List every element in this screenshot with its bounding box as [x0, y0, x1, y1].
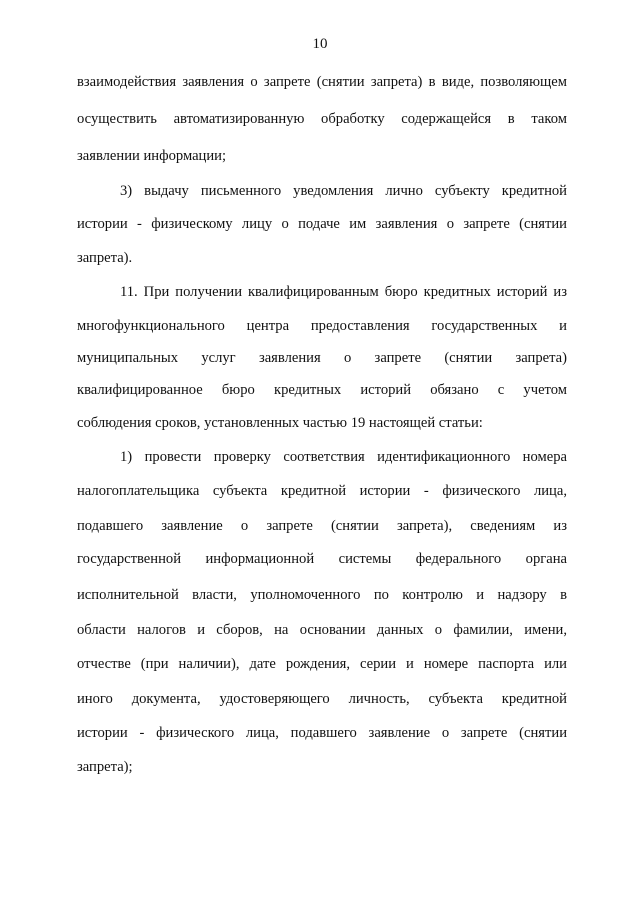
text-line: 3) выдачу письменного уведомления лично субъекту кредитной — [120, 183, 567, 199]
text-line: области налогов и сборов, на основании данных о фамилии, имени, — [77, 622, 567, 638]
text-line: иного документа, удостоверяющего личность, субъекта кредитной — [77, 691, 567, 707]
text-line: запрета); — [77, 759, 133, 775]
text-line: квалифицированное бюро кредитных историй обязано с учетом — [77, 382, 567, 398]
text-line: исполнительной власти, уполномоченного по контролю и надзору в — [77, 587, 567, 603]
text-line: 1) провести проверку соответствия идентификационного номера — [120, 449, 567, 465]
text-line: соблюдения сроков, установленных частью 19 настоящей статьи: — [77, 415, 483, 431]
text-line: истории - физического лица, подавшего заявление о запрете (снятии — [77, 725, 567, 741]
page-number: 10 — [312, 36, 328, 52]
text-line: многофункционального центра предоставления государственных и — [77, 318, 567, 334]
text-line: муниципальных услуг заявления о запрете (снятии запрета) — [77, 350, 567, 366]
text-line: осуществить автоматизированную обработку содержащейся в таком — [77, 111, 567, 127]
text-line: 11. При получении квалифицированным бюро кредитных историй из — [120, 284, 567, 300]
text-line: истории - физическому лицу о подаче им заявления о запрете (снятии — [77, 216, 567, 232]
text-line: заявлении информации; — [77, 148, 227, 164]
text-line: подавшего заявление о запрете (снятии запрета), сведениям из — [77, 518, 567, 534]
text-line: отчестве (при наличии), дате рождения, серии и номере паспорта или — [77, 656, 567, 672]
text-line: запрета). — [77, 250, 133, 266]
text-line: налогоплательщика субъекта кредитной истории - физического лица, — [77, 483, 567, 499]
text-line: государственной информационной системы федерального органа — [77, 551, 567, 567]
text-line: взаимодействия заявления о запрете (снятии запрета) в виде, позволяющем — [77, 74, 567, 90]
